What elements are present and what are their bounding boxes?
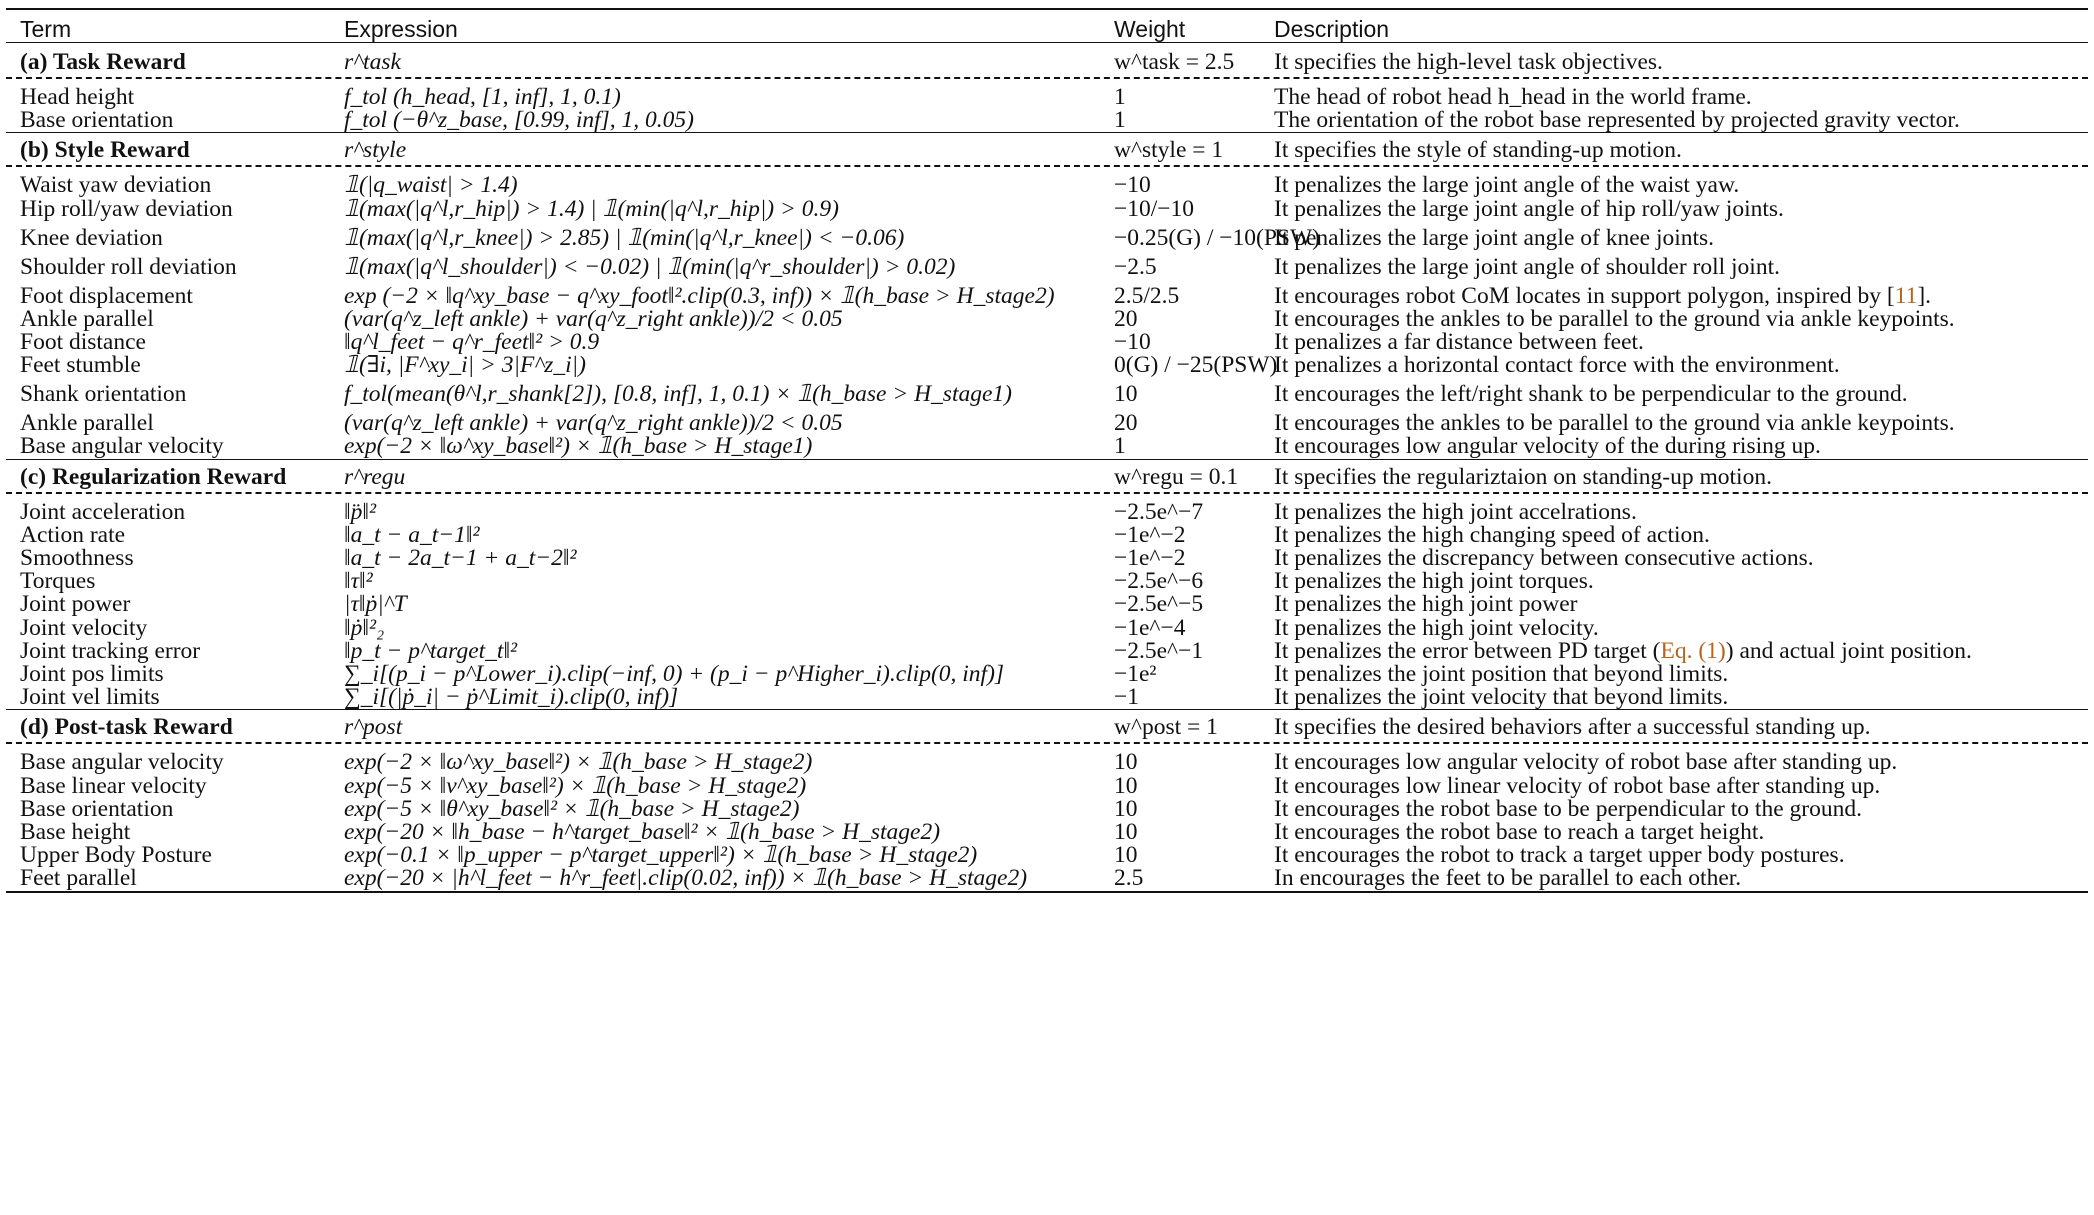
cell-description: It penalizes the error between PD target (Eq. (1)) and actual joint position. [1274, 637, 1972, 664]
cell-description: It penalizes the high joint velocity. [1274, 614, 1599, 641]
cell-description: It encourages low angular velocity of robot base after standing up. [1274, 749, 1898, 776]
cell-expression: ∑_i[(p_i − p^Lower_i).clip(−inf, 0) + (p_i − p^Higher_i).clip(0, inf)] [344, 661, 1005, 687]
cell-description: It penalizes the high joint accelrations. [1274, 498, 1637, 525]
cell-description: It penalizes the large joint angle of hip roll/yaw joints. [1274, 195, 1784, 222]
cell-term: Joint pos limits [20, 661, 164, 687]
table-rule [6, 459, 2088, 460]
cell-weight: 10 [1114, 749, 1138, 776]
cell-description: It penalizes the joint velocity that beyond limits. [1274, 684, 1729, 711]
cell-expression: exp(−2 × ‖ω^xy_base‖²) × 𝟙(h_base > H_stage1) [344, 433, 813, 460]
cell-term: (a) Task Reward [20, 49, 186, 75]
cell-description: It specifies the high-level task objectives. [1274, 49, 1663, 75]
cell-expression: exp(−2 × ‖ω^xy_base‖²) × 𝟙(h_base > H_stage2) [344, 749, 813, 776]
cell-description: It penalizes the joint position that beyond limits. [1274, 661, 1729, 687]
cell-term: Upper Body Posture [20, 842, 212, 869]
table-rule [6, 77, 2088, 79]
table-rule [6, 165, 2088, 167]
cell-term: Joint power [20, 591, 131, 618]
cell-weight: 0(G) / −25(PSW) [1114, 352, 1278, 379]
cell-weight: 10 [1114, 381, 1138, 408]
cell-expression: (var(q^z_left ankle) + var(q^z_right ankle))/2 < 0.05 [344, 410, 843, 437]
table-rule [6, 132, 2088, 133]
cell-description: It encourages the robot to track a target upper body postures. [1274, 842, 1845, 869]
cell-description: It penalizes the high joint torques. [1274, 568, 1594, 595]
cell-weight: −1e^−2 [1114, 521, 1186, 548]
cell-description: It encourages robot CoM locates in support polygon, inspired by [11]. [1274, 282, 1932, 309]
cell-weight: 10 [1114, 819, 1138, 845]
cell-weight: 1 [1114, 433, 1126, 460]
cell-weight: 1 [1114, 107, 1126, 134]
cell-term: Base angular velocity [20, 433, 224, 460]
cell-term: Knee deviation [20, 224, 163, 251]
cell-term: Base orientation [20, 795, 174, 822]
cell-term: Joint tracking error [20, 637, 201, 664]
cell-description: It encourages the ankles to be parallel to the ground via ankle keypoints. [1274, 305, 1955, 332]
cell-term: (d) Post-task Reward [20, 714, 233, 741]
table-rule [6, 891, 2088, 893]
cell-description: It encourages the robot base to reach a target height. [1274, 819, 1765, 845]
cell-weight: 2.5/2.5 [1114, 282, 1180, 309]
cell-weight: 2.5 [1114, 865, 1144, 892]
cell-term: Joint acceleration [20, 498, 186, 525]
cell-weight: −10 [1114, 329, 1151, 355]
cell-expression: ‖p̈‖² [344, 498, 376, 525]
cell-term: Foot displacement [20, 282, 193, 309]
table-rule [6, 42, 2088, 43]
cell-expression: ‖ṗ‖²₂ [344, 614, 385, 641]
cell-expression: exp(−5 × ‖v^xy_base‖²) × 𝟙(h_base > H_stage2) [344, 772, 807, 799]
cell-weight: 20 [1114, 305, 1138, 332]
cell-description: It penalizes the large joint angle of the waist yaw. [1274, 172, 1740, 199]
cell-term: Joint vel limits [20, 684, 160, 711]
cell-expression: r^regu [344, 463, 406, 490]
cell-expression: ‖τ‖² [344, 568, 373, 595]
cell-expression: exp(−20 × |h^l_feet − h^r_feet|.clip(0.02, inf)) × 𝟙(h_base > H_stage2) [344, 865, 1028, 892]
cell-term: Ankle parallel [20, 410, 154, 437]
cell-term: (b) Style Reward [20, 137, 190, 164]
cell-term: Head height [20, 84, 135, 110]
cell-description: In encourages the feet to be parallel to each other. [1274, 865, 1742, 892]
cell-description: It specifies the regulariztaion on standing-up motion. [1274, 463, 1772, 490]
cell-weight: −2.5e^−1 [1114, 637, 1204, 664]
cell-expression: f_tol(mean(θ^l,r_shank[2]), [0.8, inf], 1, 0.1) × 𝟙(h_base > H_stage1) [344, 381, 1012, 408]
cell-term: Base angular velocity [20, 749, 224, 776]
cell-expression: r^style [344, 137, 407, 164]
cell-description: The orientation of the robot base represented by projected gravity vector. [1274, 107, 1960, 134]
cell-expression: ‖p_t − p^target_t‖² [344, 637, 518, 664]
cell-term: Shoulder roll deviation [20, 253, 237, 280]
cell-weight: −10 [1114, 172, 1151, 199]
cell-weight: w^post = 1 [1114, 714, 1218, 741]
reference-link[interactable]: Eq. (1) [1660, 637, 1726, 664]
cell-weight: −2.5e^−7 [1114, 498, 1204, 525]
cell-weight: −2.5e^−5 [1114, 591, 1204, 618]
cell-description: It encourages the ankles to be parallel to the ground via ankle keypoints. [1274, 410, 1955, 437]
cell-expression: exp(−5 × ‖θ^xy_base‖² × 𝟙(h_base > H_stage2) [344, 795, 800, 822]
cell-term: (c) Regularization Reward [20, 463, 287, 490]
cell-description: The head of robot head h_head in the world frame. [1274, 84, 1752, 110]
cell-weight: −2.5 [1114, 253, 1157, 280]
cell-term: Base linear velocity [20, 772, 207, 799]
cell-weight: −1e² [1114, 661, 1157, 687]
cell-term: Waist yaw deviation [20, 172, 212, 199]
cell-term: Smoothness [20, 545, 134, 571]
cell-description: It encourages the robot base to be perpendicular to the ground. [1274, 795, 1862, 822]
cell-description: It penalizes the large joint angle of shoulder roll joint. [1274, 253, 1780, 280]
cell-expression: f_tol (−θ^z_base, [0.99, inf], 1, 0.05) [344, 107, 694, 134]
cell-term: Ankle parallel [20, 305, 154, 332]
cell-term: Feet parallel [20, 865, 137, 892]
cell-weight: w^task = 2.5 [1114, 49, 1235, 75]
cell-term: Shank orientation [20, 381, 187, 408]
cell-term: Base orientation [20, 107, 174, 134]
cell-expression: 𝟙(max(|q^l,r_knee|) > 2.85) | 𝟙(min(|q^l,r_knee|) < −0.06) [344, 224, 905, 251]
cell-expression: |τ‖ṗ|^T [344, 591, 407, 618]
cell-description: It specifies the desired behaviors after a successful standing up. [1274, 714, 1871, 741]
cell-weight: −2.5e^−6 [1114, 568, 1204, 595]
cell-weight: 10 [1114, 842, 1138, 869]
cell-expression: r^task [344, 49, 401, 75]
cell-expression: exp(−0.1 × ‖p_upper − p^target_upper‖²) × 𝟙(h_base > H_stage2) [344, 842, 978, 869]
cell-weight: 10 [1114, 772, 1138, 799]
cell-description: It penalizes a far distance between feet. [1274, 329, 1644, 355]
table-rule [6, 709, 2088, 710]
reference-link[interactable]: 11 [1894, 282, 1918, 309]
cell-description: It penalizes the large joint angle of knee joints. [1274, 224, 1715, 251]
cell-expression: exp(−20 × ‖h_base − h^target_base‖² × 𝟙(h_base > H_stage2) [344, 819, 941, 845]
cell-weight: −0.25(G) / −10(PSW) [1114, 224, 1321, 251]
cell-description: It encourages low angular velocity of the during rising up. [1274, 433, 1821, 460]
cell-weight: 10 [1114, 795, 1138, 822]
cell-expression: 𝟙(max(|q^l,r_hip|) > 1.4) | 𝟙(min(|q^l,r_hip|) > 0.9) [344, 195, 839, 222]
cell-description: It penalizes the high joint power [1274, 591, 1578, 618]
cell-expression: (var(q^z_left ankle) + var(q^z_right ankle))/2 < 0.05 [344, 305, 843, 332]
cell-expression: ‖a_t − a_t−1‖² [344, 521, 480, 548]
cell-expression: ‖q^l_feet − q^r_feet‖² > 0.9 [344, 329, 600, 355]
cell-description: It penalizes a horizontal contact force with the environment. [1274, 352, 1840, 379]
header-description: Description [1274, 16, 1390, 42]
header-term: Term [20, 16, 72, 42]
cell-expression: exp (−2 × ‖q^xy_base − q^xy_foot‖².clip(0.3, inf)) × 𝟙(h_base > H_stage2) [344, 282, 1055, 309]
cell-term: Foot distance [20, 329, 146, 355]
cell-weight: −10/−10 [1114, 195, 1195, 222]
header-weight: Weight [1114, 16, 1186, 42]
cell-term: Hip roll/yaw deviation [20, 195, 233, 222]
cell-weight: −1 [1114, 684, 1140, 711]
table-rule [6, 8, 2088, 10]
cell-term: Base height [20, 819, 131, 845]
cell-expression: 𝟙(max(|q^l_shoulder|) < −0.02) | 𝟙(min(|q^r_shoulder|) > 0.02) [344, 253, 956, 280]
cell-weight: 20 [1114, 410, 1138, 437]
cell-term: Feet stumble [20, 352, 141, 379]
cell-weight: w^regu = 0.1 [1114, 463, 1239, 490]
table-rule [6, 492, 2088, 494]
header-expression: Expression [344, 16, 458, 42]
cell-weight: w^style = 1 [1114, 137, 1224, 164]
cell-expression: f_tol (h_head, [1, inf], 1, 0.1) [344, 84, 621, 110]
table-rule [6, 742, 2088, 744]
cell-weight: 1 [1114, 84, 1126, 110]
cell-expression: 𝟙(|q_waist| > 1.4) [344, 172, 518, 199]
cell-description: It encourages low linear velocity of robot base after standing up. [1274, 772, 1881, 799]
cell-expression: ∑_i[(|ṗ_i| − ṗ^Limit_i).clip(0, inf)] [344, 684, 679, 711]
cell-description: It penalizes the discrepancy between consecutive actions. [1274, 545, 1814, 571]
cell-description: It encourages the left/right shank to be perpendicular to the ground. [1274, 381, 1908, 408]
cell-weight: −1e^−4 [1114, 614, 1186, 641]
cell-expression: 𝟙(∃i, |F^xy_i| > 3|F^z_i|) [344, 352, 586, 379]
cell-term: Torques [20, 568, 96, 595]
cell-weight: −1e^−2 [1114, 545, 1186, 571]
cell-expression: ‖a_t − 2a_t−1 + a_t−2‖² [344, 545, 577, 571]
cell-expression: r^post [344, 714, 403, 741]
cell-description: It penalizes the high changing speed of action. [1274, 521, 1710, 548]
cell-term: Joint velocity [20, 614, 148, 641]
cell-description: It specifies the style of standing-up motion. [1274, 137, 1682, 164]
cell-term: Action rate [20, 521, 126, 548]
